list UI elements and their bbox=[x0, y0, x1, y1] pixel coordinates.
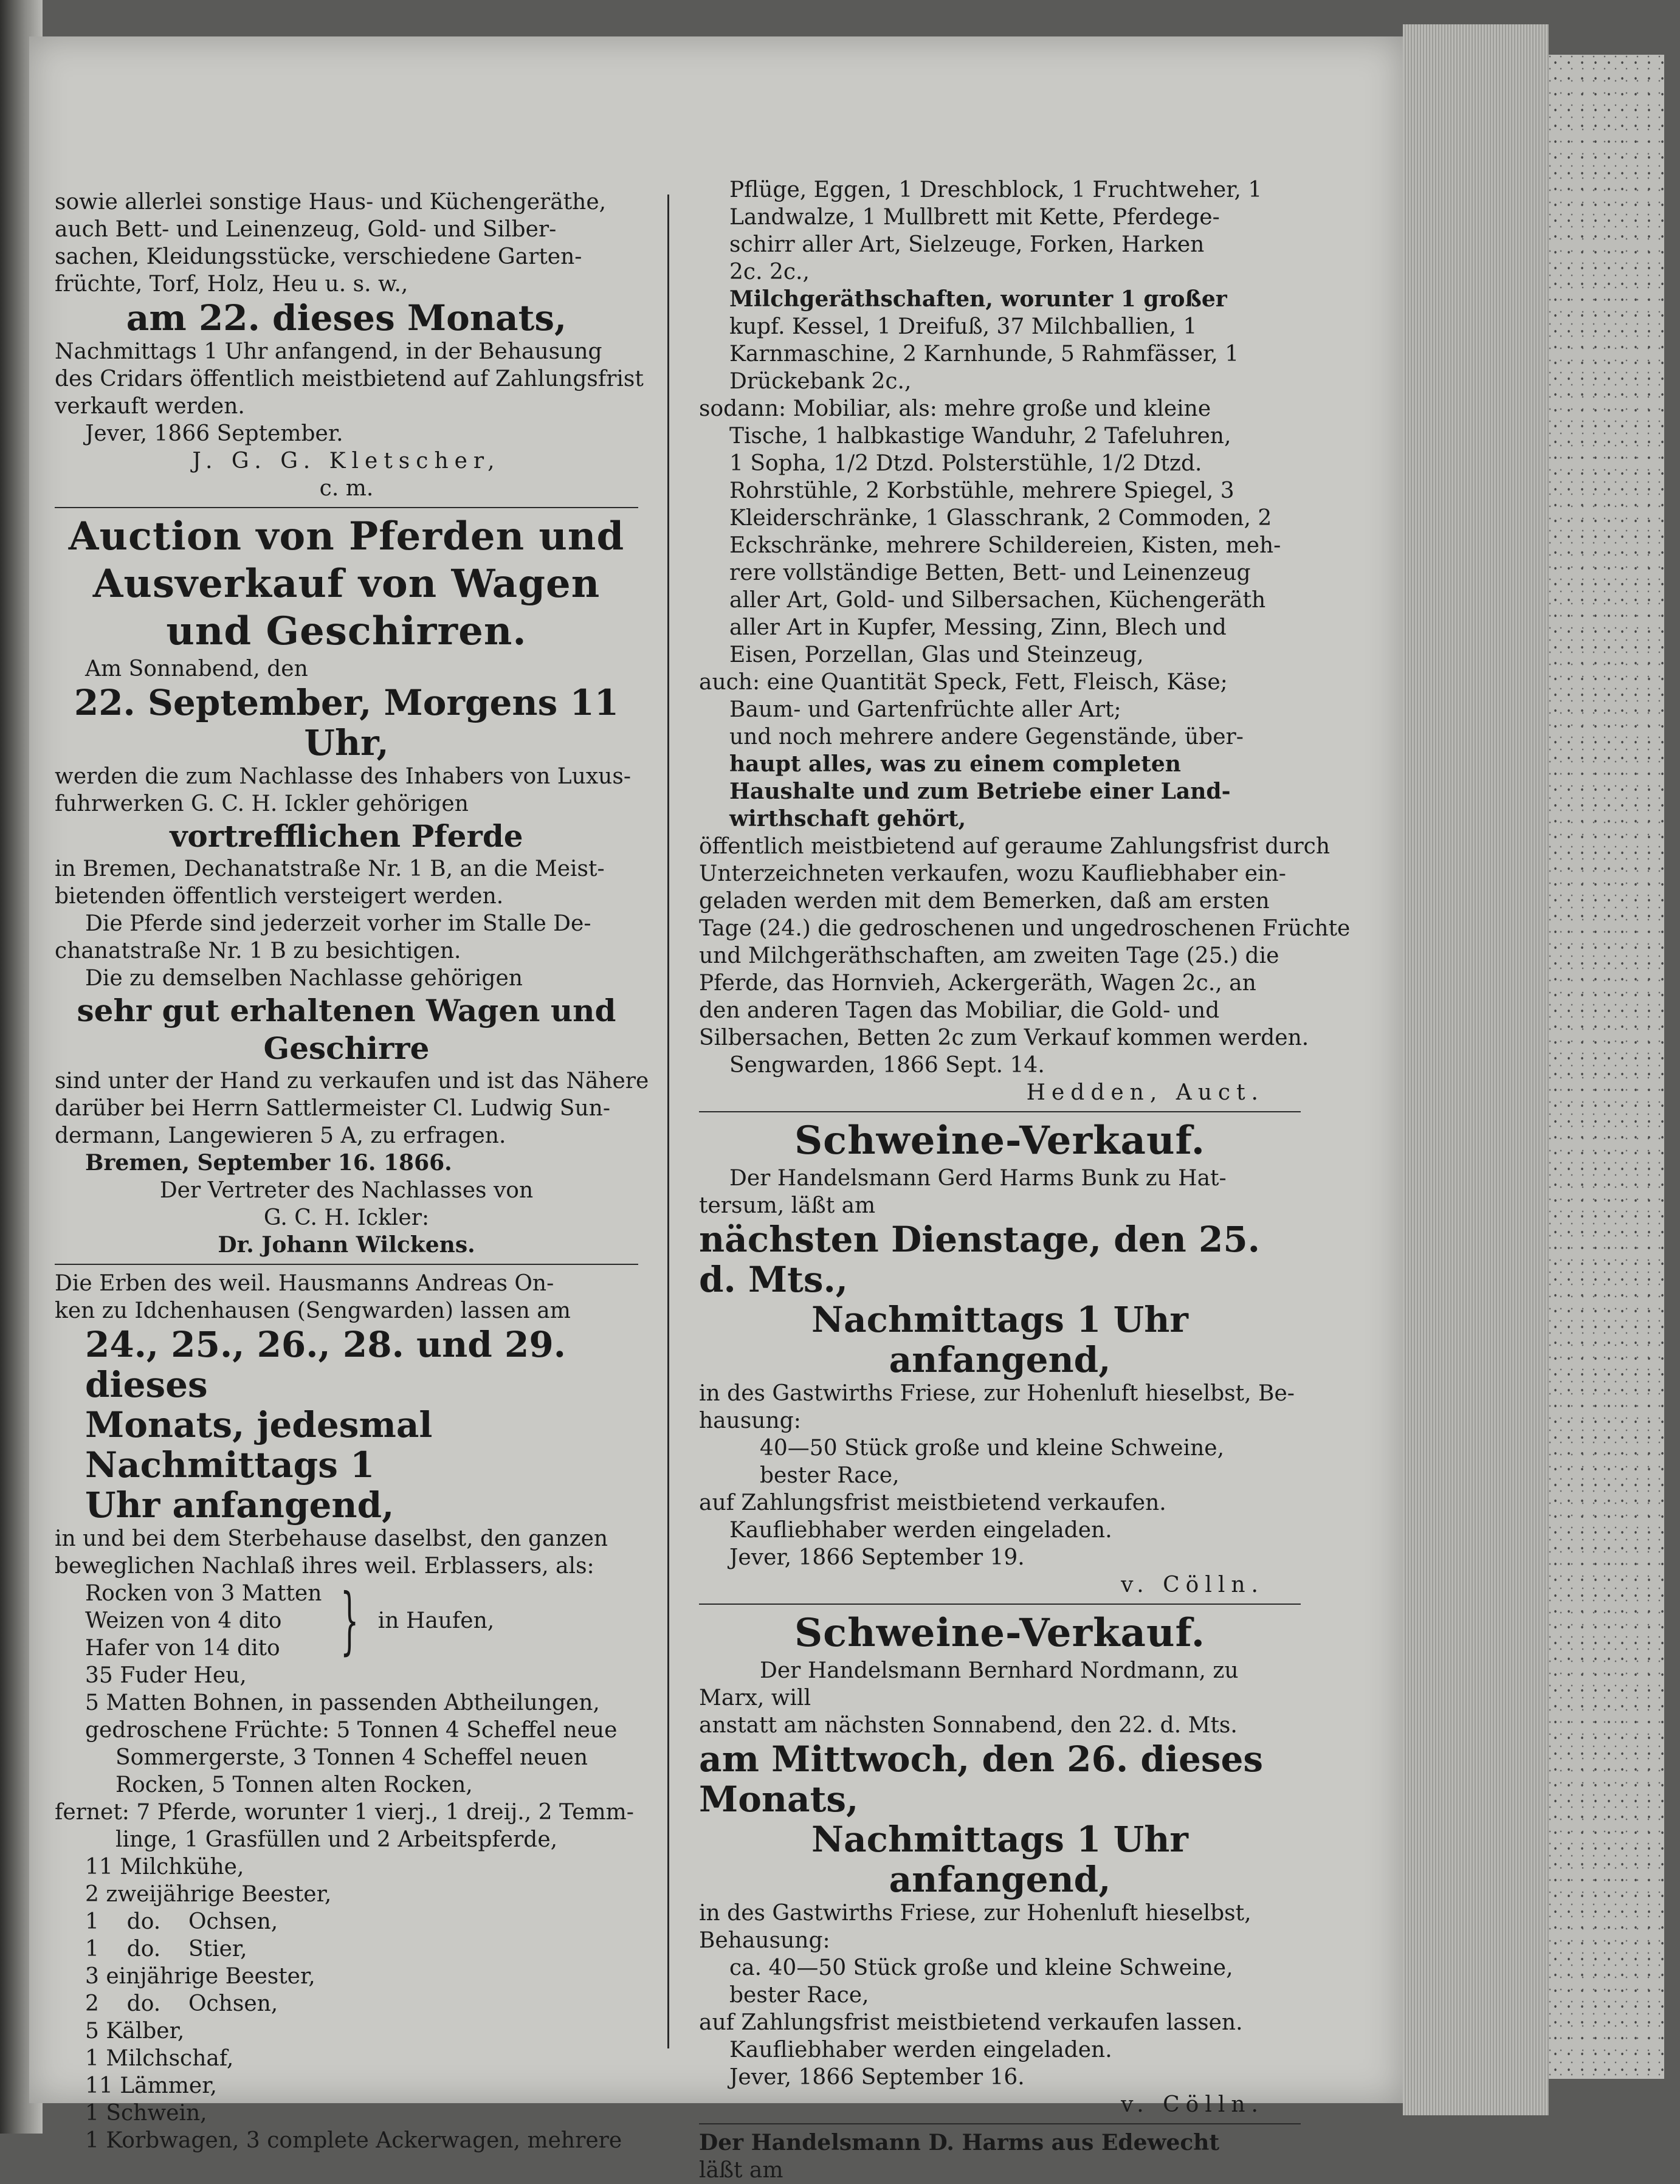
text-line: in des Gastwirths Friese, zur Hohenluft hieselbst, Be- bbox=[699, 1381, 1295, 1406]
text-line: darüber bei Herrn Sattlermeister Cl. Ludwig Sun- bbox=[55, 1096, 610, 1121]
text-line: aller Art in Kupfer, Messing, Zinn, Blech und bbox=[729, 615, 1227, 640]
text-line: Karnmaschine, 2 Karnhunde, 5 Rahmfässer, 1 bbox=[729, 342, 1239, 367]
text-line: auf Zahlungsfrist meistbietend verkaufen lassen. bbox=[699, 2010, 1243, 2035]
separator-rule bbox=[699, 1604, 1301, 1605]
inventory-item: linge, 1 Grasfüllen und 2 Arbeitspferde, bbox=[115, 1827, 558, 1852]
brace-icon: } bbox=[340, 1578, 359, 1663]
heirs-date: Uhr anfangend, bbox=[85, 1484, 394, 1526]
text-line: sowie allerlei sonstige Haus- und Küchengeräthe, bbox=[55, 190, 607, 215]
separator-rule bbox=[55, 507, 638, 508]
text-line: bester Race, bbox=[760, 1463, 900, 1488]
pig-sale-title: Schweine-Verkauf. bbox=[794, 1610, 1206, 1656]
pig-sale-date: nächsten Dienstage, den 25. d. Mts., bbox=[699, 1219, 1260, 1300]
text-line: und noch mehrere andere Gegenstände, über- bbox=[729, 725, 1244, 749]
text-line: und Milchgeräthschaften, am zweiten Tage (25.) die bbox=[699, 943, 1279, 968]
text-line: in Bremen, Dechanatstraße Nr. 1 B, an die Meist- bbox=[55, 856, 605, 881]
text-line: bester Race, bbox=[729, 1983, 869, 2008]
rep-line: Der Vertreter des Nachlasses von bbox=[159, 1178, 534, 1203]
text-line: Die zu demselben Nachlasse gehörigen bbox=[85, 966, 523, 991]
text-line: auf Zahlungsfrist meistbietend verkaufen. bbox=[699, 1490, 1166, 1515]
text-line: Baum- und Gartenfrüchte aller Art; bbox=[729, 697, 1121, 722]
text-line: Drückebank 2c., bbox=[729, 369, 912, 394]
text-line: Rohrstühle, 2 Korbstühle, mehrere Spiegel, 3 bbox=[729, 478, 1234, 503]
text-line: Nachmittags 1 Uhr anfangend, in der Behausung bbox=[55, 339, 602, 364]
livestock-item: 1 do. Ochsen, bbox=[85, 1909, 278, 1934]
bremen-date: Bremen, September 16. 1866. bbox=[85, 1150, 452, 1176]
inventory-item: fernet: 7 Pferde, worunter 1 vierj., 1 dreij., 2 Temm- bbox=[55, 1800, 634, 1825]
auction-intro: Am Sonnabend, den bbox=[85, 656, 308, 681]
column-divider bbox=[667, 195, 669, 2048]
text-line: Kaufliebhaber werden eingeladen. bbox=[729, 1518, 1112, 1543]
inventory-item: 35 Fuder Heu, bbox=[85, 1663, 247, 1688]
text-line: geladen werden mit dem Bemerken, daß am ersten bbox=[699, 889, 1270, 914]
livestock-item: 1 Milchschaf, bbox=[85, 2046, 234, 2071]
text-line: Pferde, das Hornvieh, Ackergeräth, Wagen 2c., an bbox=[699, 971, 1256, 996]
text-line: Marx, will bbox=[699, 1686, 811, 1710]
text-line: tersum, läßt am bbox=[699, 1193, 876, 1218]
text-line: aller Art, Gold- und Silbersachen, Küchengeräth bbox=[729, 588, 1266, 613]
text-line: auch: eine Quantität Speck, Fett, Fleisch, Käse; bbox=[699, 670, 1228, 695]
text-line: früchte, Torf, Holz, Heu u. s. w., bbox=[55, 272, 408, 297]
heirs-date: Monats, jedesmal Nachmittags 1 bbox=[85, 1404, 433, 1486]
place-date: Jever, 1866 September. bbox=[85, 421, 343, 446]
crops-note: in Haufen, bbox=[377, 1608, 495, 1633]
left-column bbox=[55, 188, 649, 2154]
right-column bbox=[699, 176, 1351, 2184]
text-line: sind unter der Hand zu verkaufen und ist das Nähere bbox=[55, 1069, 649, 1094]
milk-heading: Milchgeräthschaften, worunter 1 großer bbox=[729, 286, 1227, 312]
text-line: läßt am bbox=[699, 2158, 783, 2183]
text-line: 2c. 2c., bbox=[729, 260, 810, 284]
text-line: ken zu Idchenhausen (Sengwarden) lassen am bbox=[55, 1298, 571, 1323]
inventory-item: Sommergerste, 3 Tonnen 4 Scheffel neuen bbox=[115, 1745, 588, 1770]
pig-sale-date: am Mittwoch, den 26. dieses Monats, bbox=[699, 1738, 1264, 1820]
text-line: rere vollständige Betten, Bett- und Leinenzeug bbox=[729, 560, 1251, 585]
text-line: schirr aller Art, Sielzeuge, Forken, Harken bbox=[729, 232, 1205, 257]
text-line: Silbersachen, Betten 2c zum Verkauf kommen werden. bbox=[699, 1025, 1309, 1050]
livestock-item: 1 do. Stier, bbox=[85, 1937, 247, 1962]
text-line: Kaufliebhaber werden eingeladen. bbox=[729, 2038, 1112, 2062]
text-line: Der Handelsmann Bernhard Nordmann, zu bbox=[760, 1658, 1239, 1683]
livestock-item: 1 Korbwagen, 3 complete Ackerwagen, mehrere bbox=[85, 2128, 622, 2153]
place-date: Jever, 1866 September 19. bbox=[729, 1545, 1025, 1570]
text-line: auch Bett- und Leinenzeug, Gold- und Silber- bbox=[55, 217, 557, 242]
text-line: Tage (24.) die gedroschenen und ungedroschenen Früchte bbox=[699, 916, 1351, 941]
text-line: des Cridars öffentlich meistbietend auf Zahlungsfrist bbox=[55, 367, 644, 391]
text-line: Pflüge, Eggen, 1 Dreschblock, 1 Fruchtweher, 1 bbox=[729, 177, 1262, 202]
text-line: 40—50 Stück große und kleine Schweine, bbox=[760, 1436, 1225, 1461]
rep-line: G. C. H. Ickler: bbox=[263, 1205, 430, 1230]
text-line: in des Gastwirths Friese, zur Hohenluft hieselbst, bbox=[699, 1901, 1251, 1926]
text-line: Die Pferde sind jederzeit vorher im Stalle De- bbox=[85, 911, 591, 936]
signer: Hedden, Auct. bbox=[1026, 1080, 1264, 1105]
text-line: Eisen, Porzellan, Glas und Steinzeug, bbox=[729, 642, 1144, 667]
auction-title-line: und Geschirren. bbox=[166, 608, 527, 654]
pig-sale-date: Nachmittags 1 Uhr anfangend, bbox=[811, 1819, 1188, 1900]
speckled-blotter bbox=[1549, 55, 1664, 2079]
heirs-date: 24., 25., 26., 28. und 29. dieses bbox=[85, 1324, 566, 1405]
crops-list bbox=[55, 1580, 638, 1662]
text-line: Kleiderschränke, 1 Glasschrank, 2 Commoden, 2 bbox=[729, 506, 1272, 531]
text-line: Unterzeichneten verkaufen, wozu Kaufliebhaber ein- bbox=[699, 861, 1286, 886]
text-line: beweglichen Nachlaß ihres weil. Erblassers, als: bbox=[55, 1554, 594, 1579]
crop-item: Weizen von 4 dito bbox=[85, 1608, 282, 1633]
text-line: in und bei dem Sterbehause daselbst, den ganzen bbox=[55, 1526, 608, 1551]
signer: v. Cölln. bbox=[1121, 2092, 1264, 2117]
text-line: verkauft werden. bbox=[55, 394, 245, 419]
text-line: Behausung: bbox=[699, 1928, 830, 1953]
wagon-heading: Geschirre bbox=[263, 1030, 430, 1066]
page-stack-edge bbox=[1403, 24, 1549, 2115]
horses-heading: vortrefflichen Pferde bbox=[170, 818, 523, 854]
emphasis-line: wirthschaft gehört, bbox=[729, 806, 966, 832]
mobiliar-heading: sodann: Mobiliar, als: mehre große und kleine bbox=[699, 396, 1211, 421]
text-line: dermann, Langewieren 5 A, zu erfragen. bbox=[55, 1123, 506, 1148]
separator-rule bbox=[699, 2123, 1301, 2124]
inventory-item: 5 Matten Bohnen, in passenden Abtheilungen, bbox=[85, 1690, 600, 1715]
auction-title-line: Ausverkauf von Wagen bbox=[92, 561, 601, 607]
separator-rule bbox=[55, 1264, 638, 1265]
text-line: Der Handelsmann Gerd Harms Bunk zu Hat- bbox=[729, 1166, 1227, 1191]
intro-text bbox=[55, 188, 638, 298]
text-line: 1 Sopha, 1/2 Dtzd. Polsterstühle, 1/2 Dtzd. bbox=[729, 451, 1202, 476]
text-line: kupf. Kessel, 1 Dreifuß, 37 Milchballien, 1 bbox=[729, 314, 1197, 339]
text-line: öffentlich meistbietend auf geraume Zahlungsfrist durch bbox=[699, 834, 1331, 859]
text-line: den anderen Tagen das Mobiliar, die Gold- und bbox=[699, 998, 1220, 1023]
text-line: chanatstraße Nr. 1 B zu besichtigen. bbox=[55, 939, 461, 963]
text-line: Die Erben des weil. Hausmanns Andreas On- bbox=[55, 1271, 554, 1296]
text-line: fuhrwerken G. C. H. Ickler gehörigen bbox=[55, 791, 469, 816]
text-line: Landwalze, 1 Mullbrett mit Kette, Pferdege- bbox=[729, 205, 1220, 230]
inventory-item: Rocken, 5 Tonnen alten Rocken, bbox=[115, 1772, 473, 1797]
livestock-item: 3 einjährige Beester, bbox=[85, 1964, 315, 1989]
auction-title-line: Auction von Pferden und bbox=[68, 514, 625, 559]
emphasis-line: Haushalte und zum Betriebe einer Land- bbox=[729, 779, 1231, 804]
livestock-item: 11 Milchkühe, bbox=[85, 1855, 244, 1879]
pig-sale-date: Nachmittags 1 Uhr anfangend, bbox=[811, 1299, 1188, 1380]
livestock-item: 1 Schwein, bbox=[85, 2101, 207, 2126]
rep-name: Dr. Johann Wilckens. bbox=[218, 1232, 475, 1258]
text-line: hausung: bbox=[699, 1408, 801, 1433]
place-date: Jever, 1866 September 16. bbox=[729, 2065, 1025, 2090]
signer: J. G. G. Kletscher, bbox=[192, 449, 501, 474]
text-line: Der Handelsmann D. Harms aus Edewecht bbox=[699, 2130, 1220, 2155]
text-line: werden die zum Nachlasse des Inhabers von Luxus- bbox=[55, 764, 631, 789]
livestock-item: 11 Lämmer, bbox=[85, 2073, 217, 2098]
text-line: Eckschränke, mehrere Schildereien, Kisten, meh- bbox=[729, 533, 1281, 558]
livestock-item: 5 Kälber, bbox=[85, 2019, 185, 2044]
signer-title: c. m. bbox=[319, 476, 374, 501]
crop-item: Hafer von 14 dito bbox=[85, 1636, 280, 1661]
separator-rule bbox=[699, 1111, 1301, 1112]
livestock-item: 2 zweijährige Beester, bbox=[85, 1882, 332, 1907]
crops-items bbox=[85, 1580, 322, 1662]
place-date: Sengwarden, 1866 Sept. 14. bbox=[729, 1053, 1045, 1078]
crop-item: Rocken von 3 Matten bbox=[85, 1581, 322, 1606]
emphasis-line: haupt alles, was zu einem completen bbox=[729, 751, 1181, 777]
inventory-item: gedroschene Früchte: 5 Tonnen 4 Scheffel neue bbox=[85, 1718, 618, 1743]
text-line: sachen, Kleidungsstücke, verschiedene Garten- bbox=[55, 244, 582, 269]
pig-sale-title: Schweine-Verkauf. bbox=[794, 1118, 1206, 1163]
auction-date: 22. September, Morgens 11 Uhr, bbox=[74, 682, 619, 763]
text-line: ca. 40—50 Stück große und kleine Schweine, bbox=[729, 1955, 1233, 1980]
sale-date-headline: am 22. dieses Monats, bbox=[126, 297, 567, 339]
wagon-heading: sehr gut erhaltenen Wagen und bbox=[77, 993, 616, 1028]
text-line: anstatt am nächsten Sonnabend, den 22. d. Mts. bbox=[699, 1713, 1238, 1738]
text-line: Tische, 1 halbkastige Wanduhr, 2 Tafeluhren, bbox=[729, 424, 1231, 449]
signer: v. Cölln. bbox=[1121, 1573, 1264, 1597]
text-line: bietenden öffentlich versteigert werden. bbox=[55, 884, 504, 909]
livestock-item: 2 do. Ochsen, bbox=[85, 1991, 278, 2016]
